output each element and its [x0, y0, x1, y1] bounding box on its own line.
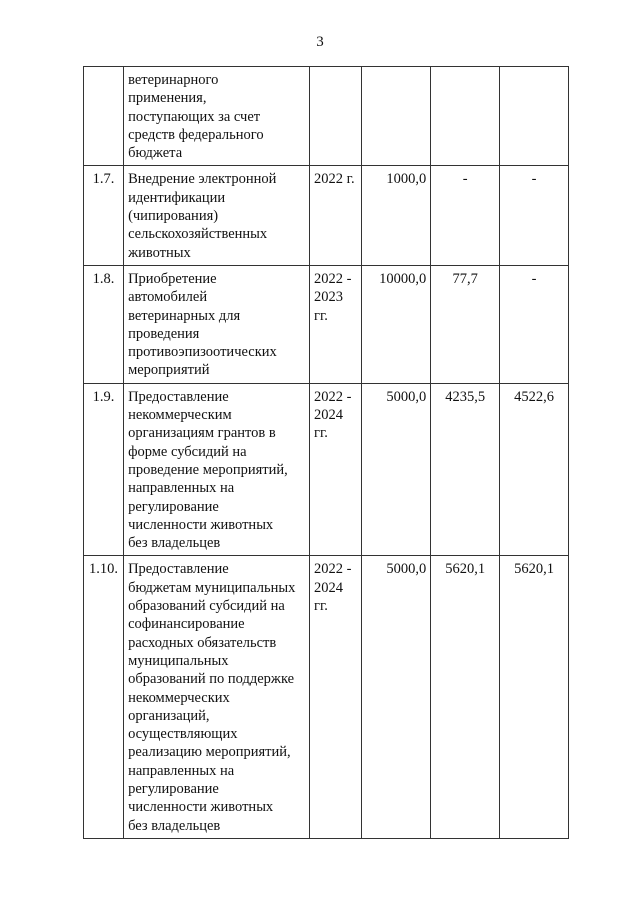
- value-2: -: [462, 171, 468, 188]
- table-row: [84, 265, 569, 383]
- row-number-cell: [84, 556, 124, 838]
- table-row: [84, 556, 569, 838]
- value-2: 77,7: [452, 270, 478, 287]
- value-cell-2: [431, 67, 500, 166]
- period-cell: [310, 556, 362, 838]
- value-cell-3: [500, 556, 569, 838]
- period: 2022 - 2024 гг.: [314, 388, 352, 442]
- value-2: 5620,1: [445, 561, 486, 578]
- period: 2022 - 2023 гг.: [314, 270, 352, 324]
- value-cell-1: [362, 166, 431, 265]
- value-cell-3: [500, 383, 569, 556]
- period: 2022 г.: [314, 171, 355, 188]
- measure-name-cell: [124, 166, 310, 265]
- measure-name-cell: [124, 265, 310, 383]
- value-cell-3: [500, 166, 569, 265]
- measure-name-cell: [124, 67, 310, 166]
- value-cell-2: [431, 383, 500, 556]
- measure-name: Предоставление некоммерческим организациям грантов в форме субсидий на проведение мероприятий, направленных на регулирование численности животных без владельцев: [128, 388, 288, 552]
- measure-name-cell: [124, 383, 310, 556]
- value-cell-3: [500, 67, 569, 166]
- period-cell: [310, 265, 362, 383]
- value-3: -: [531, 171, 537, 188]
- value-cell-2: [431, 166, 500, 265]
- page-number: 3: [316, 34, 324, 50]
- period-cell: [310, 67, 362, 166]
- period-cell: [310, 383, 362, 556]
- value-cell-1: [362, 383, 431, 556]
- table-row: [84, 166, 569, 265]
- measure-name: Внедрение электронной идентификации (чипирования) сельскохозяйственных животных: [128, 171, 277, 261]
- measure-name-cell: [124, 556, 310, 838]
- row-number-cell: [84, 383, 124, 556]
- value-cell-1: [362, 556, 431, 838]
- period-cell: [310, 166, 362, 265]
- value-1: 5000,0: [386, 388, 427, 405]
- table-row: [84, 383, 569, 556]
- value-cell-3: [500, 265, 569, 383]
- value-3: 5620,1: [514, 561, 554, 578]
- value-1: 5000,0: [386, 561, 427, 578]
- program-measures-table: [83, 66, 569, 839]
- measure-name: Приобретение автомобилей ветеринарных для проведения противоэпизоотических мероприятий: [128, 270, 277, 379]
- period: 2022 - 2024 гг.: [314, 561, 352, 615]
- value-3: 4522,6: [514, 388, 554, 405]
- row-number: 1.8.: [92, 270, 115, 287]
- value-2: 4235,5: [445, 388, 486, 405]
- row-number: 1.7.: [92, 171, 115, 188]
- row-number-cell: [84, 166, 124, 265]
- row-number: 1.9.: [92, 388, 115, 405]
- table-row: [84, 67, 569, 166]
- value-1: 10000,0: [379, 270, 427, 287]
- row-number-cell: [84, 67, 124, 166]
- measure-name: Предоставление бюджетам муниципальных образований субсидий на софинансирование расходных обязательств муниципальных образований по поддержке некоммерческих организаций, осуществляющих реализацию мероприятий, направленных на регулирование численности животных без владельцев: [128, 561, 296, 834]
- value-cell-2: [431, 556, 500, 838]
- value-cell-2: [431, 265, 500, 383]
- value-1: 1000,0: [386, 171, 427, 188]
- row-number-cell: [84, 265, 124, 383]
- measure-name: ветеринарного применения, поступающих за счет средств федерального бюджета: [128, 72, 264, 162]
- value-cell-1: [362, 265, 431, 383]
- value-3: -: [531, 270, 537, 287]
- row-number: 1.10.: [89, 561, 119, 578]
- value-cell-1: [362, 67, 431, 166]
